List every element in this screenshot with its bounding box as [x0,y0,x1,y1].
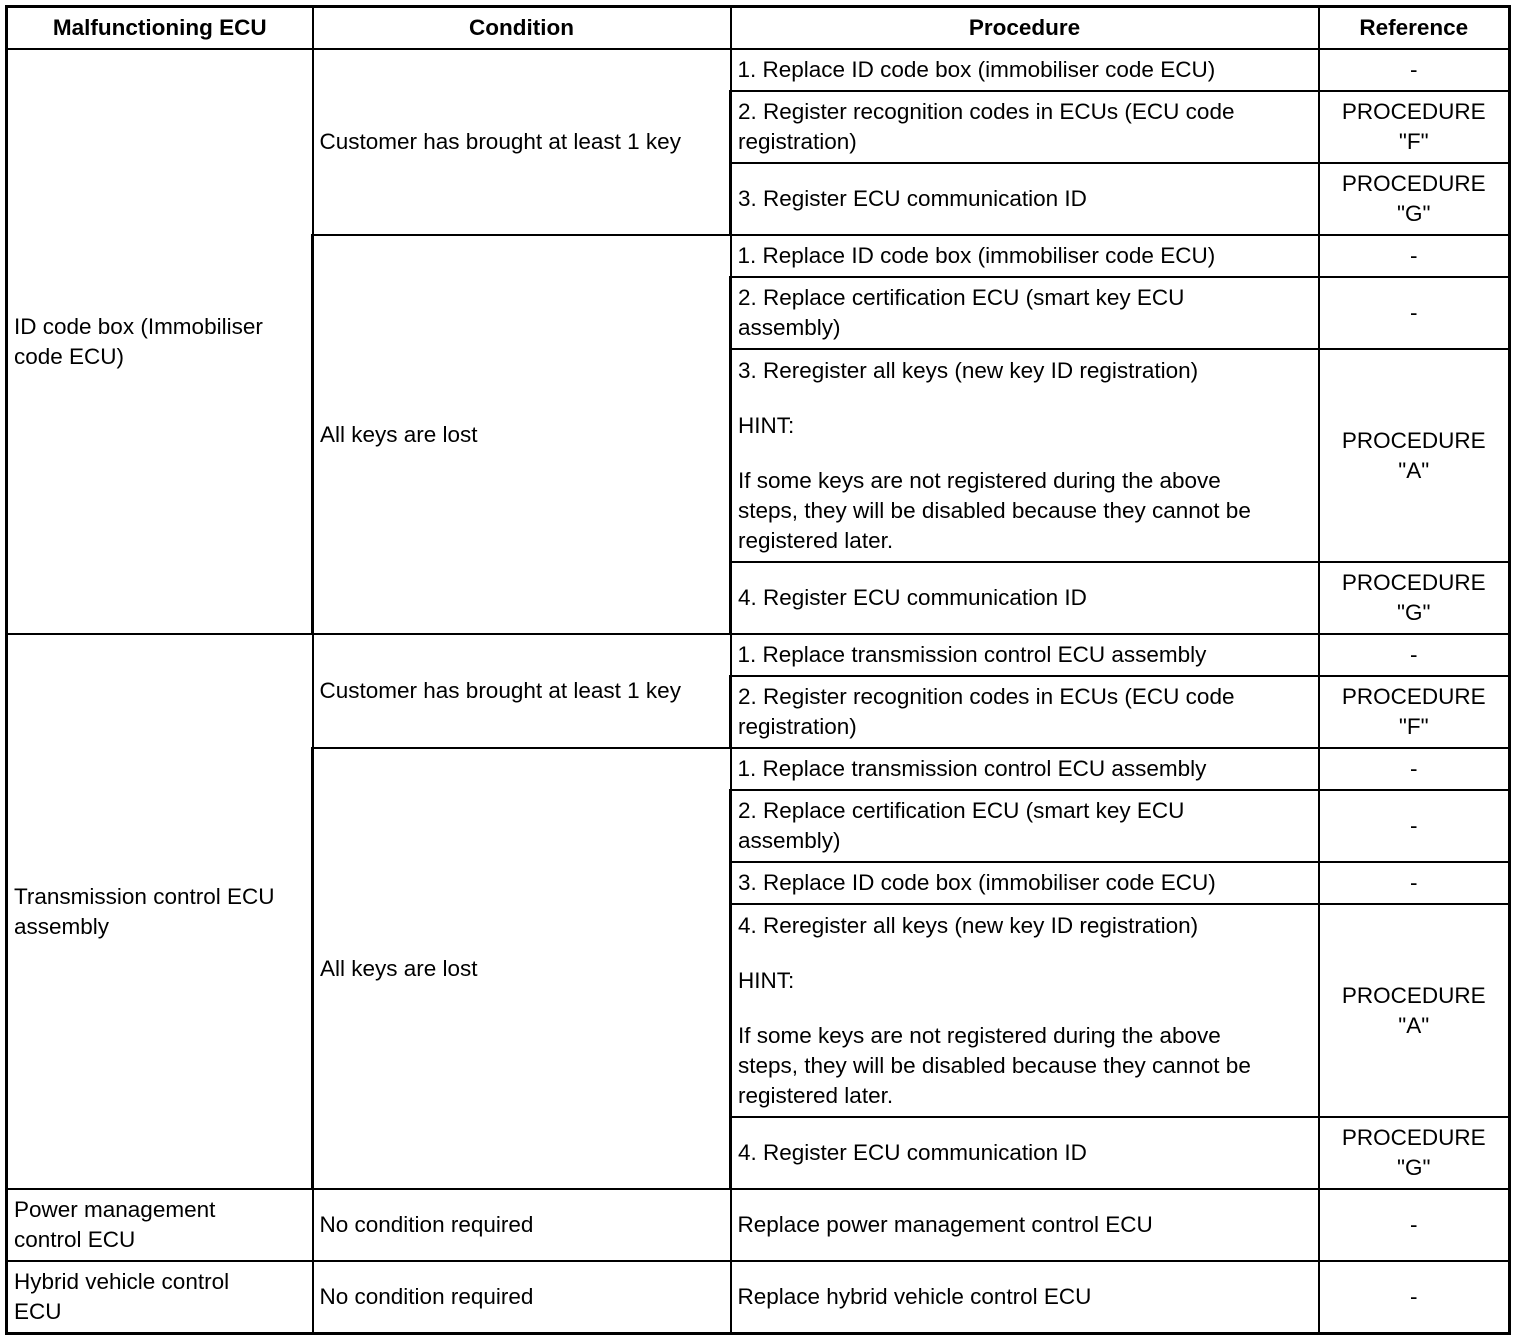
reference-text: PROCEDURE [1341,427,1486,453]
condition-cell: Customer has brought at least 1 key [313,49,731,235]
procedure-cell [731,676,1319,748]
reference-text: - [1410,300,1418,325]
reference-text: "A" [1398,457,1430,483]
reference-cell [1319,562,1510,634]
ecu-label: Hybrid vehicle control [14,1269,230,1294]
ecu-label: Transmission control ECU [14,883,275,909]
procedure-cell [731,904,1319,1117]
reference-text: PROCEDURE [1341,570,1486,595]
header-row [7,7,1510,50]
reference-text: PROCEDURE [1341,1125,1486,1150]
procedure-text: 2. Replace certification ECU (smart key ECU [738,798,1185,823]
reference-text: PROCEDURE [1341,982,1486,1008]
reference-text: - [1410,756,1418,781]
ecu-cell-hybrid-vehicle [7,1261,313,1334]
reference-text: - [1410,870,1418,895]
condition-cell: All keys are lost [313,235,731,634]
hint-text: registered later. [738,1082,894,1108]
procedure-text: registration) [738,129,857,154]
procedure-cell [731,349,1319,562]
hint-text: If some keys are not registered during the above [738,1022,1221,1048]
reference-cell: - [1319,1261,1510,1334]
procedure-cell [731,49,1319,91]
table-row [7,1189,1510,1261]
condition-cell: No condition required [313,1261,731,1334]
hint-text: steps, they will be disabled because they cannot be [738,497,1251,523]
reference-cell [1319,904,1510,1117]
hint-text: registered later. [738,527,894,553]
reference-cell [1319,634,1510,676]
header-malfunctioning-ecu: Malfunctioning ECU [7,7,313,50]
procedure-cell: Replace hybrid vehicle control ECU [731,1261,1319,1334]
reference-cell [1319,790,1510,862]
procedure-cell [731,235,1319,277]
procedure-text: 4. Register ECU communication ID [738,1140,1087,1165]
table-row [7,634,1510,676]
condition-cell: No condition required [313,1189,731,1261]
reference-cell [1319,49,1510,91]
ecu-label: ECU [14,1299,62,1324]
reference-text: "G" [1397,201,1431,226]
ecu-cell-power-management [7,1189,313,1261]
reference-text: PROCEDURE [1341,171,1486,196]
procedure-cell [731,634,1319,676]
ecu-label: Power management [14,1197,216,1222]
reference-text: PROCEDURE [1341,99,1486,124]
procedure-cell [731,862,1319,904]
procedure-text: 3. Register ECU communication ID [738,186,1087,211]
ecu-replacement-table [5,5,1511,1335]
procedure-cell [731,1117,1319,1189]
reference-cell [1319,277,1510,349]
ecu-cell-id-code-box [7,49,313,634]
procedure-cell [731,790,1319,862]
hint-label: HINT: [738,967,795,993]
procedure-text: assembly) [738,315,841,340]
procedure-text: 1. Replace ID code box (immobiliser code ECU) [737,243,1216,268]
procedure-cell [731,562,1319,634]
reference-text: "G" [1397,600,1431,625]
procedure-text: 1. Replace transmission control ECU assembly [737,756,1207,781]
reference-text: "G" [1397,1155,1431,1180]
ecu-cell-transmission-control [7,634,313,1189]
reference-cell [1319,748,1510,790]
reference-cell [1319,1117,1510,1189]
procedure-text: 2. Register recognition codes in ECUs (ECU code [738,684,1235,709]
reference-cell [1319,163,1510,235]
procedure-text: 4. Reregister all keys (new key ID registration) [738,912,1199,938]
reference-cell [1319,676,1510,748]
procedure-text: 2. Register recognition codes in ECUs (ECU code [738,99,1235,124]
reference-text: "F" [1398,714,1429,739]
reference-text: - [1410,57,1418,82]
condition-cell: Customer has brought at least 1 key [313,634,731,748]
procedure-cell: Replace power management control ECU [731,1189,1319,1261]
procedure-text: 1. Replace ID code box (immobiliser code ECU) [737,57,1216,82]
reference-text: - [1410,642,1418,667]
procedure-cell [731,748,1319,790]
header-reference: Reference [1319,7,1510,50]
header-condition: Condition [313,7,731,50]
reference-cell: - [1319,1189,1510,1261]
reference-cell [1319,235,1510,277]
procedure-text: 3. Replace ID code box (immobiliser code ECU) [738,870,1216,895]
reference-cell [1319,349,1510,562]
procedure-text: 1. Replace transmission control ECU assembly [737,642,1207,667]
condition-cell: All keys are lost [313,748,731,1189]
ecu-label: ID code box (Immobiliser [14,313,263,339]
reference-text: - [1410,813,1418,838]
procedure-cell [731,277,1319,349]
procedure-text: 4. Register ECU communication ID [738,585,1087,610]
procedure-cell [731,163,1319,235]
reference-cell [1319,91,1510,163]
reference-text: - [1410,243,1418,268]
procedure-text: 3. Reregister all keys (new key ID registration) [738,357,1199,383]
reference-cell [1319,862,1510,904]
reference-text: PROCEDURE [1341,684,1486,709]
procedure-text: registration) [738,714,857,739]
procedure-cell [731,91,1319,163]
ecu-label: assembly [14,913,110,939]
reference-text: "A" [1398,1012,1430,1038]
header-procedure: Procedure [731,7,1319,50]
table-row [7,1261,1510,1334]
ecu-label: code ECU) [14,343,125,369]
hint-label: HINT: [738,412,795,438]
hint-text: steps, they will be disabled because they cannot be [738,1052,1251,1078]
reference-text: "F" [1398,129,1429,154]
procedure-text: 2. Replace certification ECU (smart key ECU [738,285,1185,310]
ecu-label: control ECU [14,1227,136,1252]
hint-text: If some keys are not registered during the above [738,467,1221,493]
table-row [7,49,1510,91]
procedure-text: assembly) [738,828,841,853]
